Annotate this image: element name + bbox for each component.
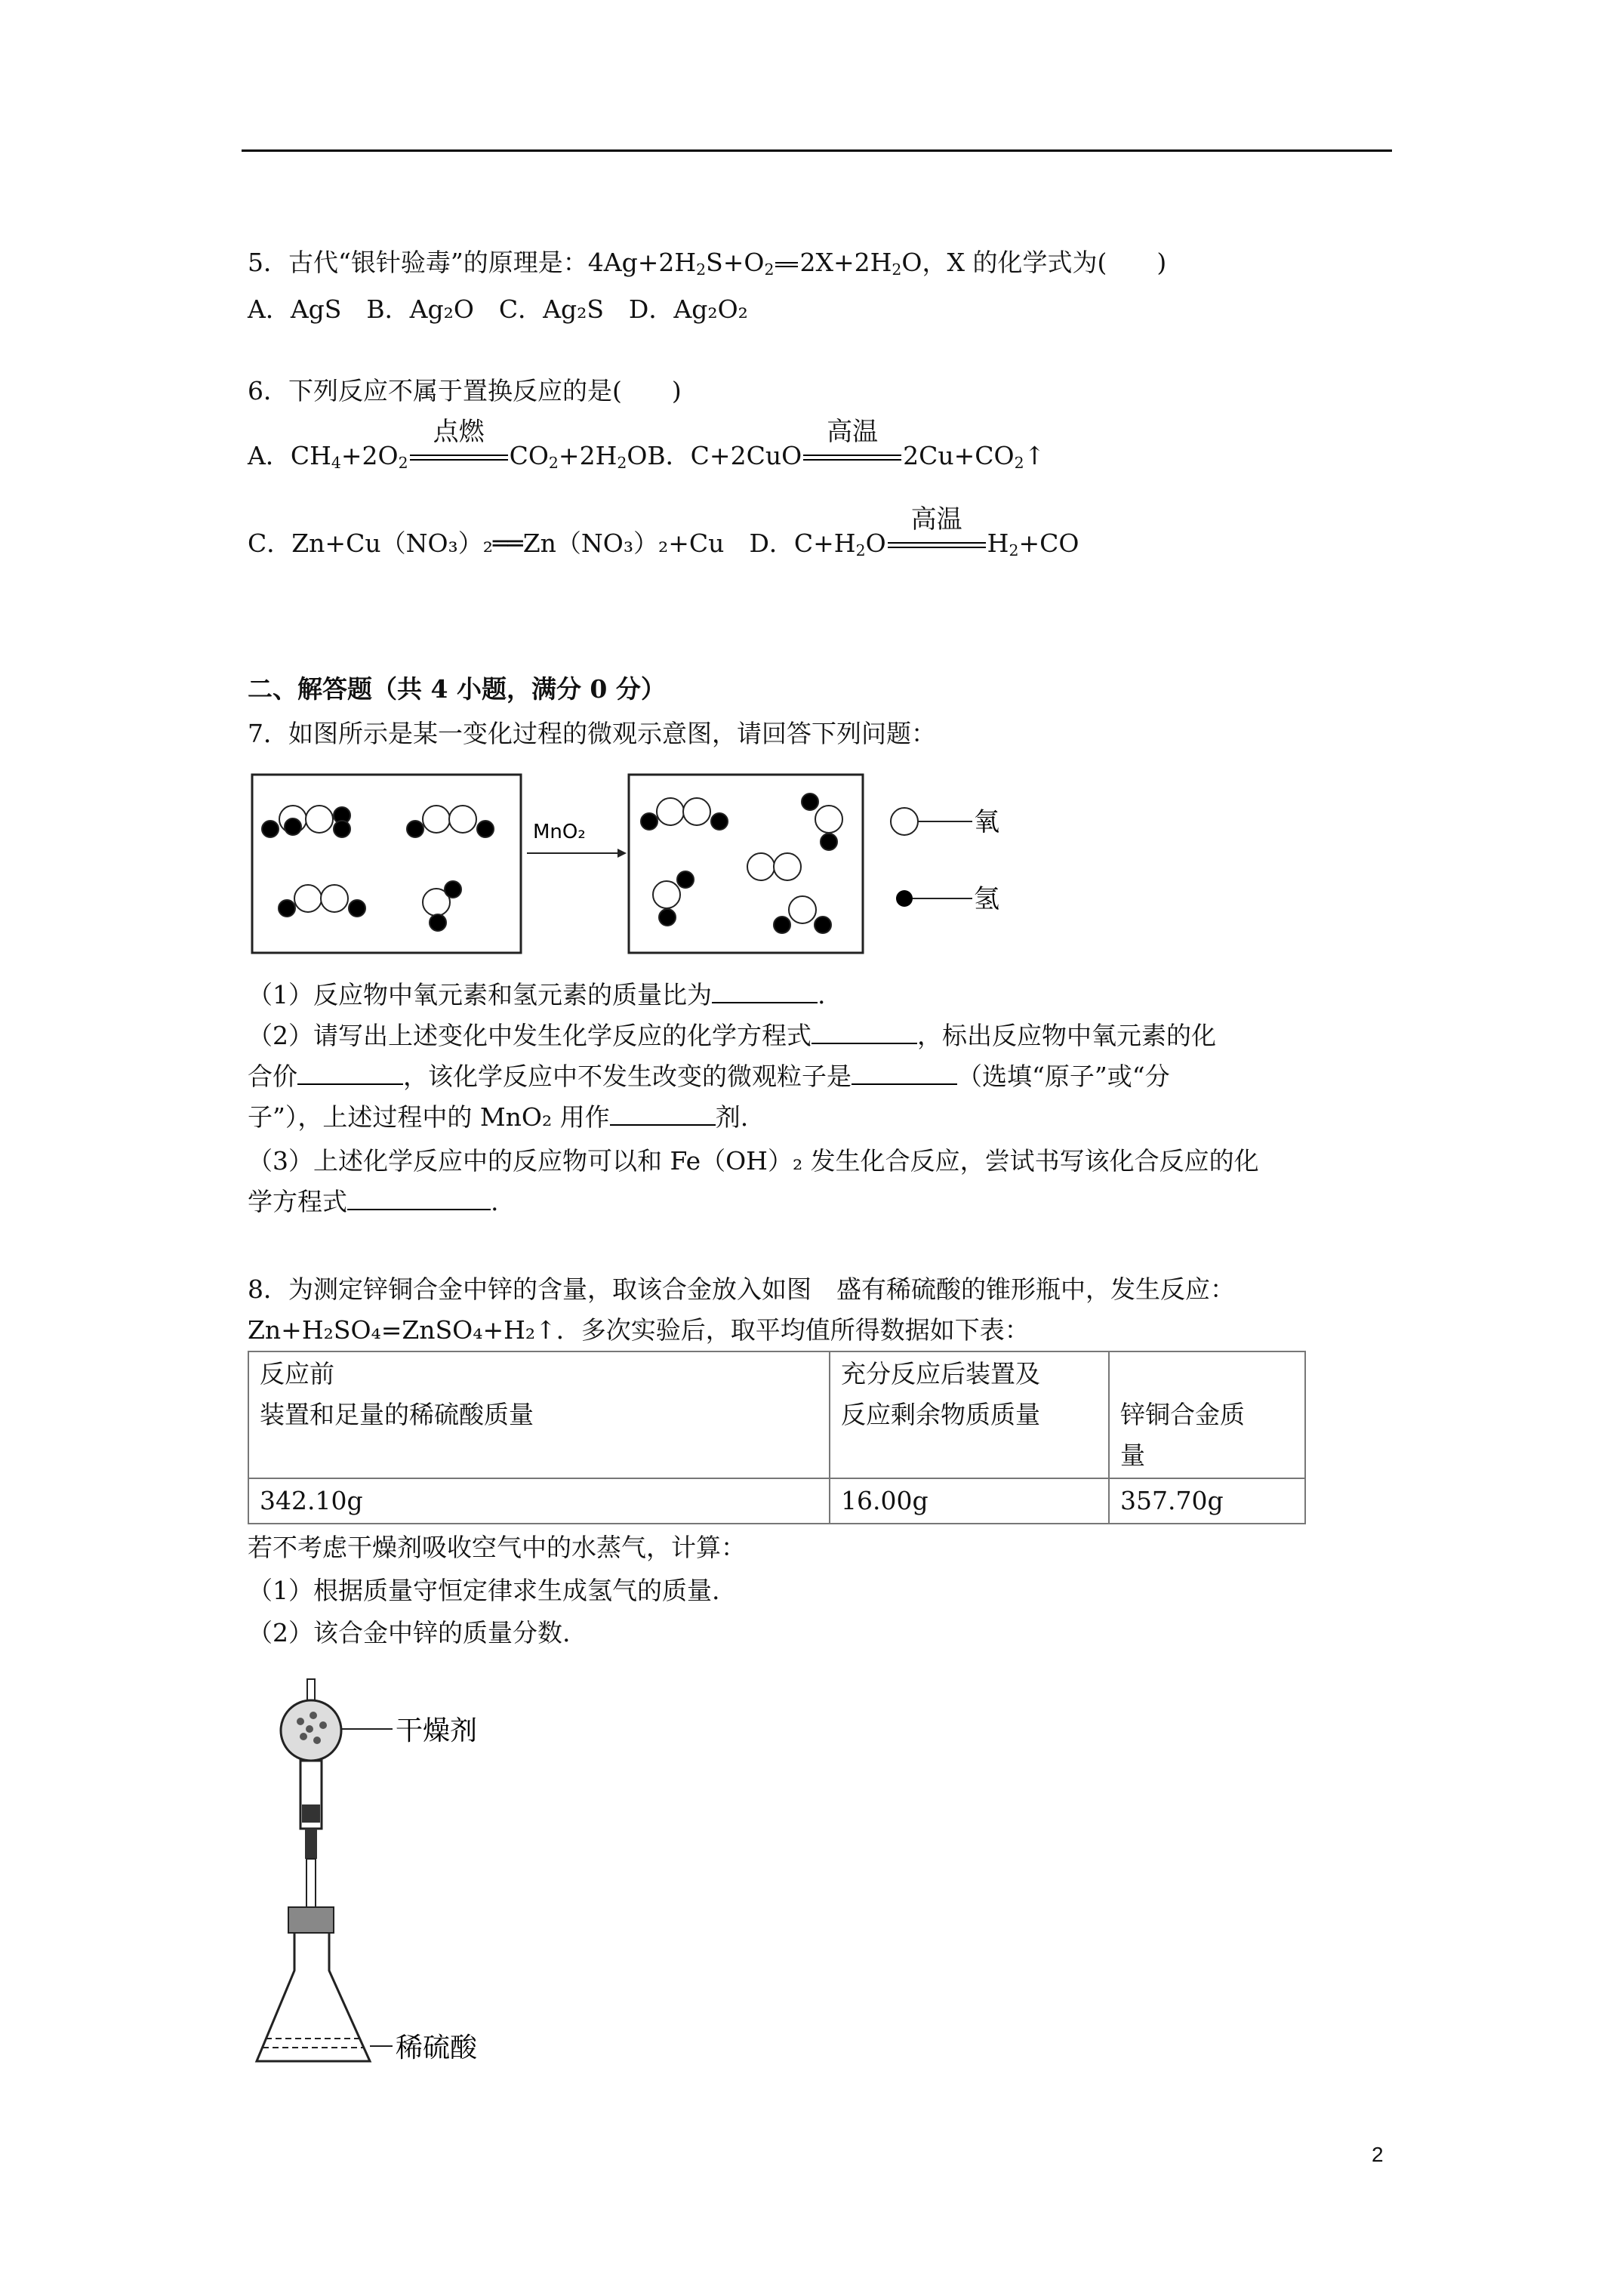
q8-reaction: Zn+H₂SO₄=ZnSO₄+H₂↑．多次实验后，取平均值所得数据如下表：	[248, 1315, 1030, 1345]
condition-ignite: 点燃	[433, 417, 485, 447]
table-header-cell: 充分反应后装置及 反应剩余物质质量	[830, 1351, 1109, 1478]
q5-options: A．AgS B．Ag₂O C．Ag₂S D．Ag₂O₂	[248, 294, 748, 324]
header-rule	[242, 149, 1392, 152]
q8-sub1: （1）根据质量守恒定律求生成氢气的质量.	[248, 1576, 720, 1605]
condition-high-temp-d: 高温	[910, 504, 962, 535]
data-table	[248, 1351, 1306, 1524]
reaction-equals	[775, 262, 798, 267]
q6-stem: 6．下列反应不属于置换反应的是( )	[248, 376, 682, 405]
q6-option-c: C．Zn+Cu（NO₃）₂══Zn（NO₃）₂+Cu	[248, 529, 725, 558]
table-cell: 342.10g	[248, 1478, 830, 1524]
q7-part2-line2: 合价 ，该化学反应中不发生改变的微观粒子是 （选填“原子”或“分	[248, 1062, 1170, 1091]
table-cell: 357.70g	[1109, 1478, 1305, 1524]
legend-oxygen: 氧	[974, 807, 999, 837]
q7-part1: （1）反应物中氧元素和氢元素的质量比为 .	[248, 980, 826, 1009]
q7-part3-line1: （3）上述化学反应中的反应物可以和 Fe（OH）₂ 发生化合反应，尝试书写该化合反应的化	[248, 1146, 1259, 1176]
table-header-cell: 反应前 装置和足量的稀硫酸质量	[248, 1351, 830, 1478]
q7-part2-line3: 子”），上述过程中的 MnO₂ 用作 剂.	[248, 1102, 749, 1132]
catalyst-label: MnO₂	[533, 821, 586, 843]
table-cell: 16.00g	[830, 1478, 1109, 1524]
label-drier: 干燥剂	[396, 1715, 478, 1746]
condition-high-temp: 高温	[827, 417, 879, 447]
q7-part3-line2: 学方程式 .	[248, 1187, 499, 1216]
q6-options-cd: C．Zn+Cu（NO₃）₂══Zn（NO₃）₂+Cu D．$C+H_2O$ 高温 $H_2+CO$	[248, 504, 1079, 560]
hydrogen-atom-icon	[896, 890, 913, 907]
q8-note: 若不考虑干燥剂吸收空气中的水蒸气，计算：	[248, 1533, 746, 1562]
table-header-cell: 锌铜合金质 量	[1109, 1351, 1305, 1478]
section-title: 二、解答题（共 4 小题，满分 0 分）	[248, 674, 666, 704]
q8-stem: 8．为测定锌铜合金中锌的含量，取该合金放入如图 盛有稀硫酸的锥形瓶中，发生反应：	[248, 1274, 1235, 1304]
micro-diagram	[248, 770, 1040, 959]
q7-part2-line1: （2）请写出上述变化中发生化学反应的化学方程式 ，标出反应物中氧元素的化	[248, 1021, 1216, 1050]
q8-sub2: （2）该合金中锌的质量分数.	[248, 1618, 571, 1647]
q6-options-ab: A．$CH_4+2O_2$ 点燃 $CO_2+2H_2OB$．C+2CuO 高温 $2Cu+CO_2↑$	[248, 417, 1046, 473]
conical-flask	[257, 1933, 370, 2061]
legend-hydrogen: 氢	[974, 884, 999, 914]
oxygen-atom-icon	[891, 808, 918, 835]
label-acid: 稀硫酸	[396, 2032, 478, 2063]
q7-stem: 7．如图所示是某一变化过程的微观示意图，请回答下列问题：	[248, 719, 936, 748]
apparatus-diagram	[242, 1669, 559, 2076]
q5-stem: 5．古代“银针验毒”的原理是：$4Ag+2H_2S+O_2$ $2X+2H_2O$，X 的化学式为( )	[248, 248, 1167, 279]
page-number: 2	[1372, 2143, 1384, 2166]
